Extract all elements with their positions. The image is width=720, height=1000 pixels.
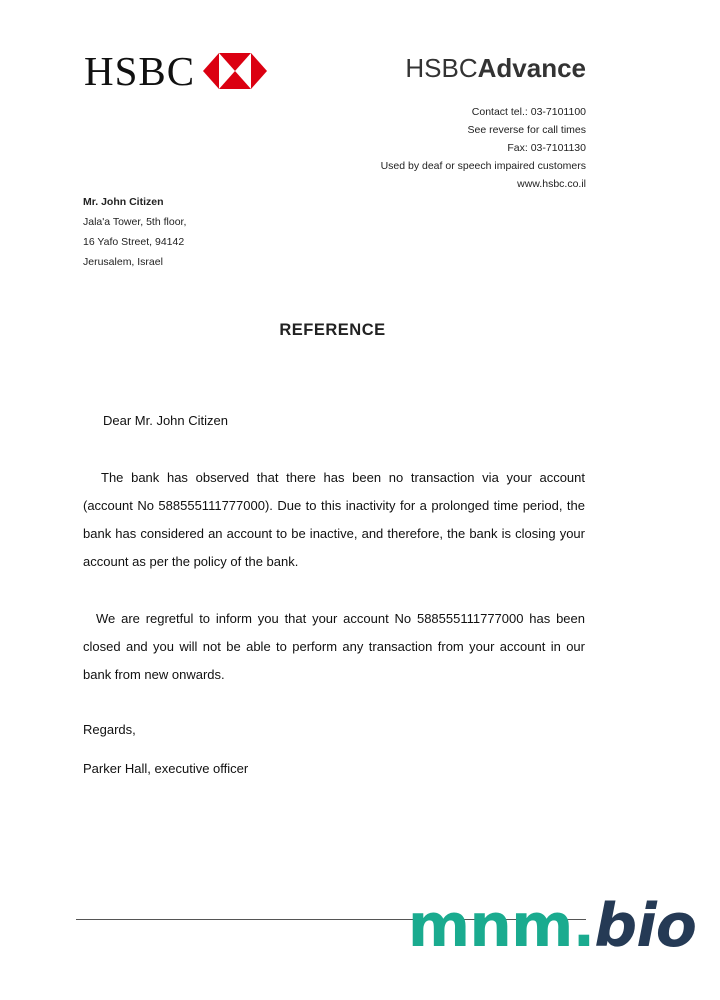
address-line-1: Jala'a Tower, 5th floor,	[83, 216, 187, 228]
logo-text: HSBC	[84, 47, 196, 94]
contact-tel: Contact tel.: 03-7101100	[471, 106, 586, 118]
brand-left: HSBC	[405, 53, 478, 83]
signature: Parker Hall, executive officer	[83, 761, 249, 776]
recipient-name: Mr. John Citizen	[83, 196, 164, 208]
contact-block	[381, 103, 586, 193]
body-paragraph-2: We are regretful to inform you that your account No 588555111777000 has been closed and you will not be able to perform any transaction from your account in our bank from new onwards.	[83, 611, 585, 682]
salutation: Dear Mr. John Citizen	[103, 413, 228, 428]
hsbc-hexagon-icon	[203, 53, 267, 89]
watermark-part-1: mnm.	[407, 891, 595, 961]
address-line-2: 16 Yafo Street, 94142	[83, 236, 185, 248]
brand-right: Advance	[477, 53, 586, 83]
closing: Regards,	[83, 722, 136, 737]
contact-reverse: See reverse for call times	[467, 124, 586, 136]
recipient-address	[83, 192, 186, 272]
contact-web: www.hsbc.co.il	[517, 178, 586, 190]
watermark-logo	[407, 891, 696, 961]
hsbc-logo	[84, 47, 267, 94]
letter-title: REFERENCE	[279, 321, 386, 339]
watermark-part-2: bio	[594, 891, 696, 961]
contact-fax: Fax: 03-7101130	[507, 142, 586, 154]
address-line-3: Jerusalem, Israel	[83, 256, 163, 268]
body-paragraph-1: The bank has observed that there has been no transaction via your account (account No 588555111777000). Due to this inactivity for a prolonged time period, the bank has considered an account to be inactive, and therefore, the bank is closing your account as per the policy of the bank.	[83, 470, 585, 569]
contact-impaired: Used by deaf or speech impaired customers	[380, 160, 586, 172]
brand-title	[405, 55, 586, 81]
